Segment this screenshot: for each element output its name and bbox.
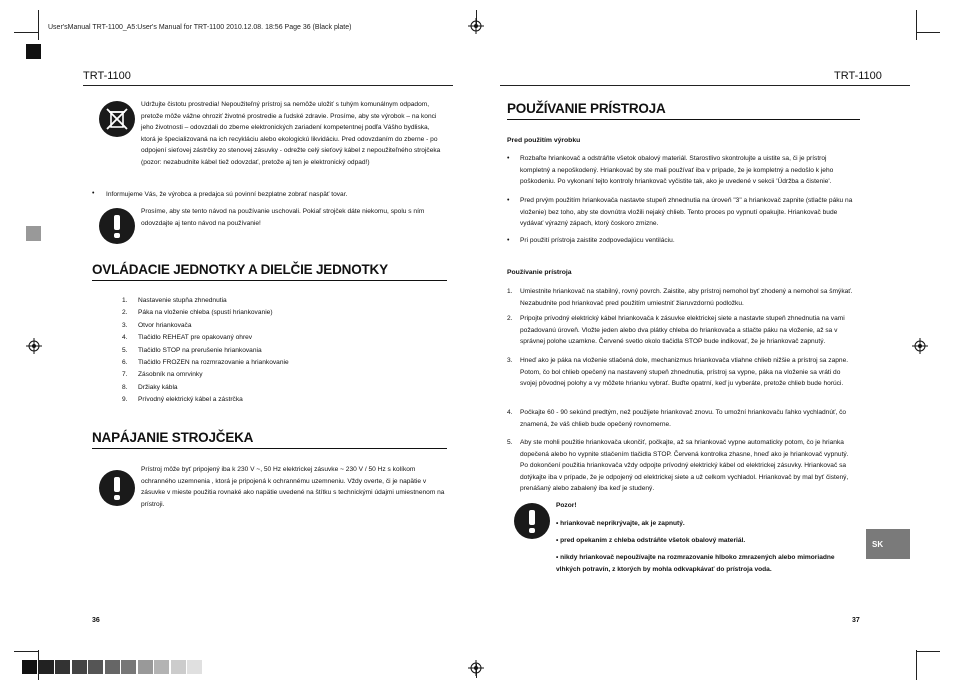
color-swatch: [121, 660, 136, 674]
controls-heading-rule: [92, 280, 447, 281]
crossed-bin-icon: [99, 101, 135, 137]
list-item: 3. Otvor hriankovača: [122, 321, 192, 329]
step-number: 5.: [507, 439, 513, 446]
step-number: 3.: [507, 357, 513, 364]
bullet-dot: •: [507, 197, 510, 204]
color-swatch: [55, 660, 70, 674]
registration-mark-icon: [912, 338, 928, 354]
header-rule-right: [500, 85, 910, 86]
registration-mark-icon: [468, 660, 484, 676]
power-paragraph: Prístroj môže byť pripojený iba k 230 V ~, 50 Hz elektrickej zásuvke ~ 230 V / 50 Hz s kolíkom ochranného uzemnenia , ktorá je pripojená k ochrannému uzemneniu. Vždy overte, či je napätie v zásuvke v mieste použitia rovnaké ako napätie uvedené na štítku s technickými údajmi umiestnenom na prístroji.: [141, 466, 445, 508]
color-swatch: [88, 660, 103, 674]
before-item: Rozbaľte hriankovač a odstráňte všetok obalový materiál. Starostlivo skontrolujte a uistite sa, či je prístroj kompletný a nepoškodený. Hriankovač by ste mali používať iba v prípade, že je kompletný a nedošlo k jeho poškodeniu. Po vykonaní tejto kontroly hriankovač vyčistite tak, ako je uvedené v sekcii 'Údržba a čistenie'.: [520, 155, 834, 185]
step-text: Pripojte prívodný elektrický kábel hriankovača k zásuvke elektrickej siete a nastavte stupeň zhnednutia na vami požadovanú úroveň. Vložte jeden alebo dva plátky chleba do hriankovača a stlačte páku na vloženie, až sa v správnej polohe uzamkne. Červené svetlo okolo tlačidla STOP bude indikovať, že je hriankovač zapnutý.: [520, 315, 845, 345]
power-heading: NAPÁJANIE STROJČEKA: [92, 430, 254, 445]
before-use-title: Pred použitím výrobku: [507, 137, 581, 144]
controls-heading: OVLÁDACIE JEDNOTKY A DIELČIE JEDNOTKY: [92, 262, 388, 277]
recycle-paragraph: Udržujte čistotu prostredia! Nepoužiteľný prístroj sa nemôže uložiť s tuhým komunálnym odpadom, pretože môže vážne ohroziť životné prostredie a ľudské zdravie. Prosíme, aby ste výrobok – na konci jeho životnosti – odovzdali do zberne elektronických zariadení kompetentnej podľa Vášho bydliska, ktorá je špecializovaná na ich recykláciu alebo ekologickú likvidáciu. Pred odovzdaním do zberne - po odpojení sieťovej zástrčky zo stenovej zásuvky - odrežte celý sieťový kábel z nepoužiteľného strojčeka (pozor: nezabudnite kábel tiež odovzdať, pretože aj ten je elektronický odpad!): [141, 101, 441, 166]
usage-heading: POUŽÍVANIE PRÍSTROJA: [507, 101, 666, 116]
page-number-left: 36: [92, 617, 100, 624]
list-item: 9. Prívodný elektrický kábel a zástrčka: [122, 396, 243, 404]
registration-mark-icon: [468, 18, 484, 34]
color-swatch: [187, 660, 202, 674]
language-tab: SK: [866, 529, 910, 559]
gray-square: [26, 226, 41, 241]
black-square: [26, 44, 41, 59]
step-number: 4.: [507, 409, 513, 416]
exclamation-icon: [514, 503, 550, 539]
color-swatch: [39, 660, 54, 674]
color-swatch: [138, 660, 153, 674]
color-swatch: [105, 660, 120, 674]
color-swatch: [72, 660, 87, 674]
info-paragraph: Informujeme Vás, že výrobca a predajca sú povinní bezplatne zobrať naspäť tovar.: [106, 191, 348, 198]
list-item: 8. Držiaky kábla: [122, 383, 178, 391]
exclamation-icon: [99, 470, 135, 506]
before-item: Pri použití prístroja zaistite zodpovedajúcu ventiláciu.: [520, 237, 675, 244]
bullet-dot: •: [507, 155, 510, 162]
bullet-dot: •: [92, 190, 95, 197]
crop-mark: [916, 32, 940, 33]
using-title: Používanie prístroja: [507, 269, 572, 276]
list-item: 5. Tlačidlo STOP na prerušenie hriankovania: [122, 346, 262, 354]
bullet-dot: •: [507, 237, 510, 244]
list-item: 7. Zásobník na omrvinky: [122, 371, 203, 379]
registration-mark-icon: [26, 338, 42, 354]
power-heading-rule: [92, 448, 447, 449]
color-swatch: [22, 660, 37, 674]
warning-item: • hriankovač neprikrývajte, ak je zapnutý.: [556, 520, 685, 527]
header-rule-left: [83, 85, 453, 86]
step-number: 2.: [507, 315, 513, 322]
controls-list: [122, 295, 422, 407]
crop-mark: [14, 32, 38, 33]
crop-mark: [916, 650, 917, 680]
print-header: User'sManual TRT-1100_A5:User's Manual for TRT-1100 2010.12.08. 18:56 Page 36 (Black plate): [48, 24, 352, 31]
step-text: Počkajte 60 - 90 sekúnd predtým, než použijete hriankovač znovu. To umožní hriankovaču ľahko vychladnúť, čo znamená, že váš chlieb bude opečený rovnomerne.: [520, 409, 847, 428]
warning-item: • pred opekaním z chleba odstráňte všetok obalový materiál.: [556, 537, 746, 544]
step-number: 1.: [507, 288, 513, 295]
model-label-right: TRT-1100: [834, 70, 882, 82]
step-text: Hneď ako je páka na vloženie stlačená dole, mechanizmus hriankovača vtiahne chlieb nižšie a prístroj sa zapne. Potom, čo bol chlieb opečený na nastavený stupeň zhnednutia, prístroj sa vypne, páka na vloženie sa vráti do svojej pôvodnej polohy a vy môžete hrianku vybrať. Buďte opatrní, keď ju vyberáte, pretože chlieb bude horúci.: [520, 357, 849, 387]
before-item: Pred prvým použitím hriankovača nastavte stupeň zhnednutia na úroveň "3" a hriankovač zapnite (stlačte páku na vloženie) bez toho, aby ste dovnútra vložili nejaký chlieb. Tento proces po vypnutí opakujte. Hriankovač bude vydávať výrazný zápach, ktorý čoskoro zmizne.: [520, 197, 853, 227]
crop-mark: [916, 10, 917, 40]
exclamation-icon: [99, 208, 135, 244]
warning-title: Pozor!: [556, 502, 577, 509]
step-text: Aby ste mohli použitie hriankovača ukončiť, počkajte, až sa hriankovač vypne automaticky potom, čo je hrianka dopečená alebo ho vypnite stlačením tlačidla STOP. Červená kontrolka zhasne, hneď ako je hriankovač vypnutý. Po dokončení použitia hriankovača vždy odpojte prívodný elektrický kábel od elektrickej zásuvky. Hriankovač sa dotýkajte iba v prípade, že je odpojený od elektrickej siete a už celkom vychladol. Hriankovač by mal byť čistený, prenášaný alebo zabalený iba keď je studený.: [520, 439, 849, 492]
color-swatch: [154, 660, 169, 674]
list-item: 6. Tlačidlo FROZEN na rozmrazovanie a hriankovanie: [122, 359, 289, 367]
keep-manual-paragraph: Prosíme, aby ste tento návod na používanie uschovali. Pokiaľ strojček dáte niekomu, spolu s ním odovzdajte aj tento návod na používanie!: [141, 208, 425, 227]
list-item: 2. Páka na vloženie chleba (spustí hriankovanie): [122, 309, 273, 317]
list-item: 4. Tlačidlo REHEAT pre opakovaný ohrev: [122, 334, 253, 342]
crop-mark: [14, 651, 38, 652]
usage-heading-rule: [507, 119, 860, 120]
crop-mark: [916, 651, 940, 652]
page-number-right: 37: [852, 617, 860, 624]
step-text: Umiestnite hriankovač na stabilný, rovný povrch. Zaistite, aby prístroj nemohol byť zhodený a nemohol sa šmýkať. Nezabudnite pod hriankovač pred použitím umiestniť žiaruvzdornú podložku.: [520, 288, 853, 307]
crop-mark: [38, 10, 39, 40]
color-swatch: [171, 660, 186, 674]
warning-item: • nikdy hriankovač nepoužívajte na rozmrazovanie hlboko zmrazených alebo mimoriadne vlhkých potravín, z ktorých by mohla odkvapkávať do prístroja voda.: [556, 554, 835, 573]
list-item: 1. Nastavenie stupňa zhnednutia: [122, 297, 227, 304]
model-label-left: TRT-1100: [83, 70, 131, 82]
